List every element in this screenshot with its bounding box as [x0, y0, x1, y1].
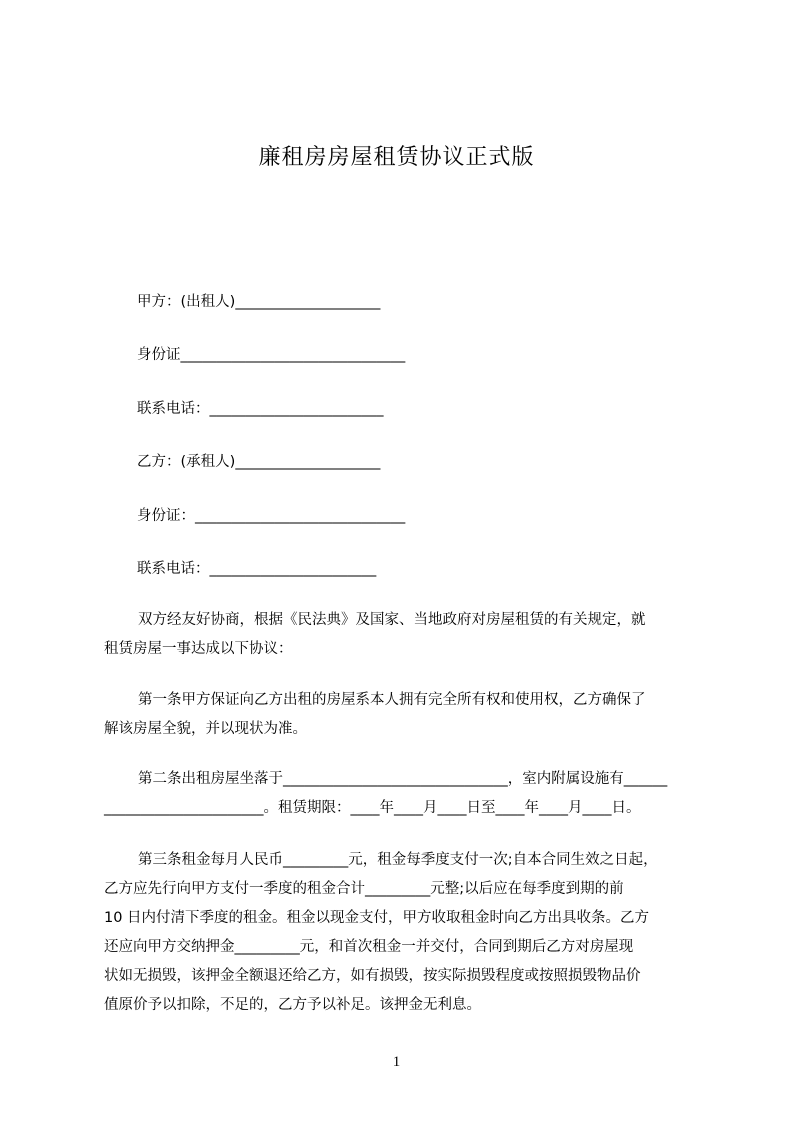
article-2-paragraph: [104, 765, 704, 823]
article-1-line-1: 第一条甲方保证向乙方出租的房屋系本人拥有完全所有权和使用权，乙方确保了: [138, 692, 646, 708]
article-1-paragraph: [104, 686, 704, 744]
page-number: 1: [392, 1054, 401, 1070]
document-title: 廉租房房屋租赁协议正式版: [258, 145, 535, 170]
article-2-line-1: 第二条出租房屋坐落于_______________________________，室内附属设施有______: [138, 771, 668, 787]
article-2-line-2: ______________________。租赁期限：____年____月____日至____年____月____日。: [104, 800, 641, 816]
article-3-paragraph: [104, 846, 704, 1020]
party-a-id-field: 身份证_______________________________: [137, 347, 406, 363]
article-3-line-5: 状如无损毁，该押金全额退还给乙方，如有损毁，按实际损毁程度或按照损毁物品价: [104, 968, 641, 984]
intro-line-1: 双方经友好协商，根据《民法典》及国家、当地政府对房屋租赁的有关规定，就: [138, 612, 646, 628]
party-b-phone-field: 联系电话：_______________________: [137, 561, 377, 577]
party-b-id-field: 身份证：_____________________________: [137, 508, 406, 524]
article-3-line-3: 10 日内付清下季度的租金。租金以现金支付，甲方收取租金时向乙方出具收条。乙方: [104, 910, 650, 926]
party-a-field: 甲方：(出租人)____________________: [137, 294, 381, 310]
party-a-phone-field: 联系电话：________________________: [137, 401, 384, 417]
intro-line-2: 租赁房屋一事达成以下协议：: [104, 641, 293, 657]
article-3-line-2: 乙方应先行向甲方支付一季度的租金合计_________元整;以后应在每季度到期的前: [104, 881, 624, 897]
article-3-line-1: 第三条租金每月人民币_________元，租金每季度支付一次;自本合同生效之日起，: [138, 852, 658, 868]
article-1-line-2: 解该房屋全貌，并以现状为准。: [104, 721, 307, 737]
party-b-field: 乙方：(承租人)____________________: [137, 454, 381, 470]
article-3-line-6: 值原价予以扣除，不足的，乙方予以补足。该押金无利息。: [104, 997, 481, 1013]
article-3-line-4: 还应向甲方交纳押金_________元，和首次租金一并交付，合同到期后乙方对房屋现: [104, 939, 634, 955]
intro-paragraph: [104, 606, 704, 664]
